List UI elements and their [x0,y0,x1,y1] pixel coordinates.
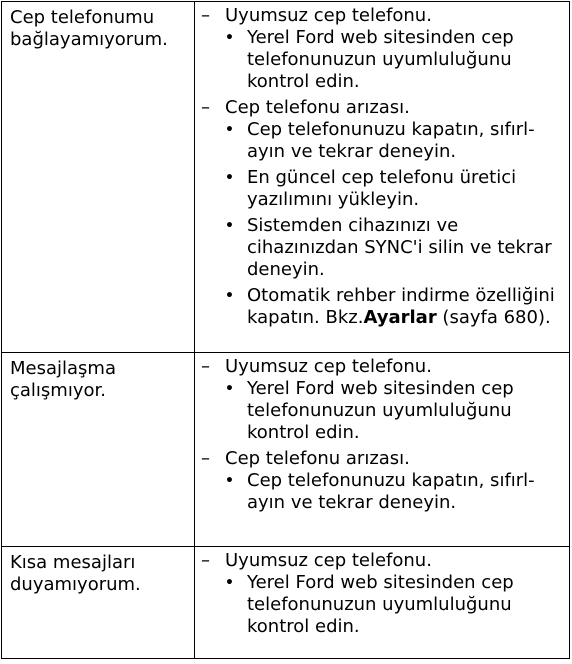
dash-marker: – [201,5,210,26]
solution-cell [195,547,570,659]
bullet-marker: • [225,381,234,397]
condition-cell [2,2,195,353]
cause-item [201,356,565,378]
action-text: Cep telefonunuzu kapatın, sıfırl- ayın ve tekrar deneyin. [247,470,535,513]
action-text: Cep telefonunuzu kapatın, sıfırl- ayın ve tekrar deneyin. [247,119,535,162]
solution-cell [195,2,570,353]
condition-text: Kısa mesajları duyamıyorum. [10,552,141,595]
dash-marker: – [201,448,210,469]
cause-text: Cep telefonu arızası. [225,448,410,469]
cause-item [201,5,565,27]
condition-cell [2,547,195,659]
cause-text: Uyumsuz cep telefonu. [225,550,432,571]
action-item [201,119,565,163]
table-row [2,547,570,659]
action-item [201,27,565,93]
settings-reference-link[interactable]: Ayarlar [363,307,437,328]
condition-cell [2,353,195,547]
bullet-marker: • [225,30,234,46]
action-text: Sistemden cihazınızı ve cihazınızdan SYNC'i silin ve tekrar deneyin. [247,215,552,280]
table-row [2,2,570,353]
cause-text: Cep telefonu arızası. [225,97,410,118]
condition-text: Cep telefonumu bağlayamıyorum. [10,7,168,50]
action-text: En güncel cep telefonu üretici yazılımını yükleyin. [247,167,517,210]
action-item [201,470,565,514]
dash-marker: – [201,550,210,571]
action-text: Yerel Ford web sitesinden cep telefonunuzun uyumluluğunu kontrol edin. [247,572,514,637]
page-reference: (sayfa 680). [436,307,551,328]
condition-text: Mesajlaşma çalışmıyor. [10,358,116,401]
cause-item [201,448,565,470]
action-item [201,215,565,281]
bullet-marker: • [225,122,234,138]
bullet-marker: • [225,473,234,489]
dash-marker: – [201,97,210,118]
troubleshooting-table [1,1,570,659]
action-text-start: Otomatik rehber indirme özelliğini kapatın. Bkz. [247,285,555,328]
action-text: Yerel Ford web sitesinden cep telefonunuzun uyumluluğunu kontrol edin. [247,378,514,443]
bullet-marker: • [225,288,234,304]
action-text: Yerel Ford web sitesinden cep telefonunuzun uyumluluğunu kontrol edin. [247,27,514,92]
table-row [2,353,570,547]
action-item [201,378,565,444]
cause-item [201,550,565,572]
action-item [201,167,565,211]
cause-text: Uyumsuz cep telefonu. [225,5,432,26]
solution-cell [195,353,570,547]
action-text [247,285,565,329]
cause-text: Uyumsuz cep telefonu. [225,356,432,377]
dash-marker: – [201,356,210,377]
bullet-marker: • [225,170,234,186]
bullet-marker: • [225,575,234,591]
cause-item [201,97,565,119]
action-item [201,572,565,638]
action-item [201,285,565,329]
bullet-marker: • [225,218,234,234]
